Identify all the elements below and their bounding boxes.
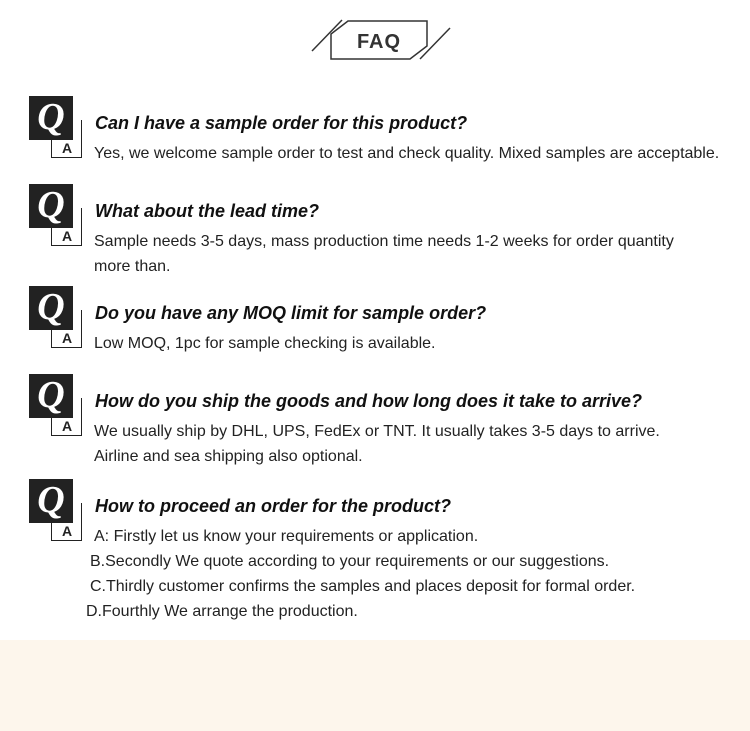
qa-icon (29, 286, 84, 350)
faq-answer (94, 229, 724, 279)
q-badge: Q (29, 96, 73, 140)
page-title: FAQ (356, 31, 402, 53)
qa-icon (29, 479, 84, 543)
q-badge: Q (29, 479, 73, 523)
qa-icon (29, 374, 84, 438)
qa-icon (29, 96, 84, 160)
footer-band (0, 640, 750, 731)
answer-line: Airline and sea shipping also optional. (94, 448, 363, 465)
a-badge: A (61, 523, 73, 539)
answer-line: C.Thirdly customer confirms the samples and places deposit for formal order. (90, 578, 636, 595)
faq-question: What about the lead time? (95, 201, 320, 221)
answer-line: more than. (94, 258, 171, 275)
answer-line: Sample needs 3-5 days, mass production time needs 1-2 weeks for order quantity (94, 233, 674, 250)
answer-line: B.Secondly We quote according to your requirements or our suggestions. (90, 553, 610, 570)
answer-line: Low MOQ, 1pc for sample checking is available. (94, 335, 436, 352)
q-badge: Q (29, 374, 73, 418)
q-badge: Q (29, 286, 73, 330)
faq-answer (86, 524, 724, 624)
faq-answer (94, 419, 724, 469)
faq-answer (94, 141, 724, 166)
faq-question: How do you ship the goods and how long does it take to arrive? (95, 391, 643, 411)
a-badge: A (61, 228, 73, 244)
a-badge: A (61, 140, 73, 156)
faq-header (0, 0, 750, 70)
answer-line: We usually ship by DHL, UPS, FedEx or TNT. It usually takes 3-5 days to arrive. (94, 423, 660, 440)
q-badge: Q (29, 184, 73, 228)
answer-line: A: Firstly let us know your requirements or application. (94, 528, 479, 545)
a-badge: A (61, 330, 73, 346)
faq-question: Can I have a sample order for this product? (95, 113, 468, 133)
faq-answer (94, 331, 724, 356)
answer-line: Yes, we welcome sample order to test and check quality. Mixed samples are acceptable. (94, 145, 720, 162)
faq-question: How to proceed an order for the product? (95, 496, 452, 516)
a-badge: A (61, 418, 73, 434)
answer-line: D.Fourthly We arrange the production. (86, 603, 358, 620)
qa-icon (29, 184, 84, 248)
faq-question: Do you have any MOQ limit for sample order? (95, 303, 487, 323)
